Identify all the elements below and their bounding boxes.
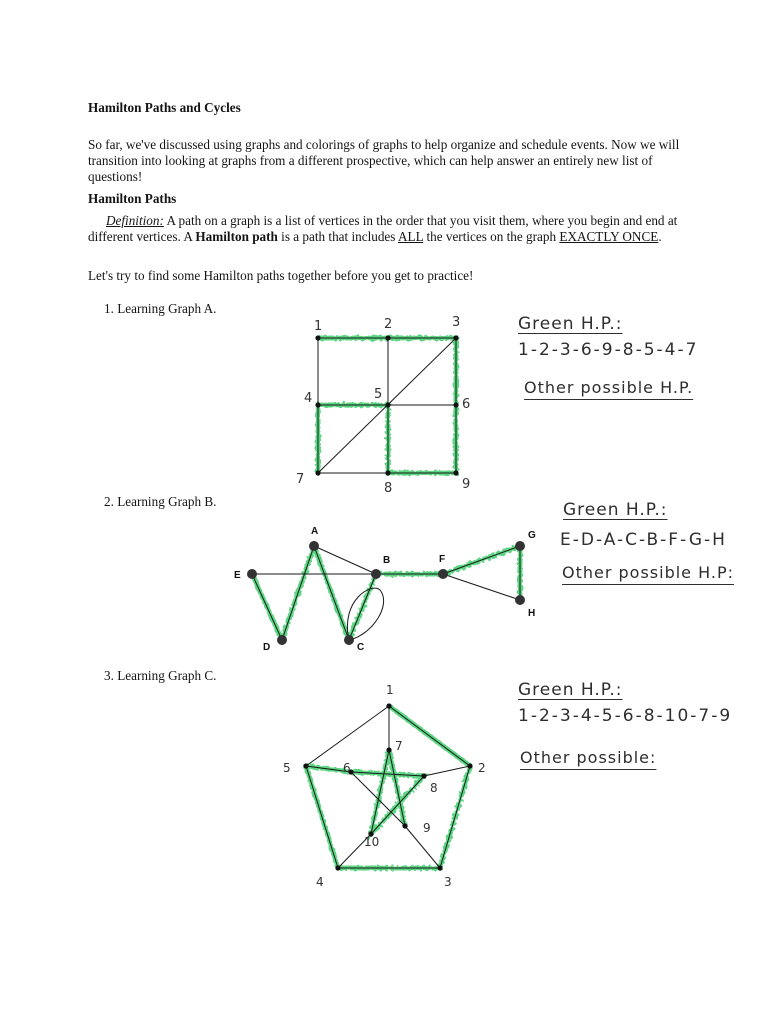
graph-a-label-7: 7 — [296, 472, 305, 487]
definition-term: Hamilton path — [195, 229, 278, 244]
vertex-c5 — [303, 763, 308, 768]
vertex-b-a — [309, 541, 319, 551]
graph-c — [283, 683, 486, 889]
problem-3-path: 1-2-3-4-5-6-8-10-7-9 — [518, 706, 733, 726]
graph-c-label-5: 5 — [283, 761, 291, 775]
vertex-c1 — [386, 703, 391, 708]
graph-b-label-h: H — [528, 608, 536, 619]
graph-a-label-5: 5 — [374, 387, 383, 402]
vertex-a6 — [453, 402, 458, 407]
problem-1-path: 1-2-3-6-9-8-5-4-7 — [518, 340, 699, 360]
page-title: Hamilton Paths and Cycles — [88, 100, 241, 115]
graph-c-label-6: 6 — [343, 761, 351, 775]
vertex-c9 — [402, 823, 407, 828]
vertex-b-h — [515, 595, 525, 605]
graph-b-label-f: F — [439, 554, 446, 565]
graph-a-label-4: 4 — [304, 391, 313, 406]
definition-text-3: the vertices on the graph — [423, 229, 560, 244]
instruction-text: Let's try to find some Hamilton paths together before you get to practice! — [88, 268, 474, 283]
problem-1-label: 1. Learning Graph A. — [104, 301, 217, 316]
vertex-b-g — [515, 541, 525, 551]
graph-a-label-8: 8 — [384, 481, 393, 496]
vertex-c3 — [437, 865, 442, 870]
section-heading: Hamilton Paths — [88, 191, 177, 206]
problem-3-green-label: Green H.P.: — [518, 680, 623, 700]
vertex-c2 — [467, 763, 472, 768]
definition-all: ALL — [398, 229, 424, 244]
graph-c-label-9: 9 — [423, 821, 431, 835]
definition-text-2: is a path that includes — [277, 229, 398, 244]
graph-c-label-8: 8 — [430, 781, 438, 795]
graph-a-label-1: 1 — [314, 319, 323, 334]
graph-c-label-2: 2 — [478, 761, 486, 775]
graph-b-label-c: C — [357, 642, 365, 653]
graph-b-label-d: D — [263, 642, 271, 653]
vertex-a4 — [315, 402, 320, 407]
vertex-a3 — [453, 335, 458, 340]
vertex-c4 — [335, 865, 340, 870]
definition-end: . — [658, 229, 662, 244]
definition-text-1: A path on a graph is a list of vertices in the order that you visit them, where you begin and end at different vertices. A — [88, 213, 678, 244]
graph-c-label-1: 1 — [386, 683, 394, 697]
vertex-a1 — [315, 335, 320, 340]
graph-c-label-4: 4 — [316, 875, 324, 889]
definition-exactly: EXACTLY ONCE — [559, 229, 659, 244]
graph-a-label-3: 3 — [452, 315, 461, 330]
problem-2-label: 2. Learning Graph B. — [104, 494, 217, 509]
graph-c-label-3: 3 — [444, 875, 452, 889]
problem-2-path: E-D-A-C-B-F-G-H — [560, 530, 727, 550]
vertex-b-e — [247, 569, 257, 579]
graph-a — [296, 315, 470, 496]
vertex-b-c — [344, 635, 354, 645]
graph-b-label-e: E — [234, 570, 241, 581]
graph-a-label-6: 6 — [462, 397, 471, 412]
problem-2-other-label: Other possible H.P: — [562, 563, 734, 582]
problem-1-other-label: Other possible H.P. — [524, 378, 694, 397]
vertex-a2 — [385, 335, 390, 340]
vertex-a5 — [385, 402, 390, 407]
graph-c-label-7: 7 — [395, 739, 403, 753]
vertex-a8 — [385, 470, 390, 475]
vertex-b-b — [371, 569, 381, 579]
vertex-c7 — [386, 747, 391, 752]
graph-b — [234, 526, 536, 653]
definition-label: Definition: — [106, 213, 164, 228]
vertex-b-d — [277, 635, 287, 645]
graph-a-label-9: 9 — [462, 477, 471, 492]
problem-2-green-label: Green H.P.: — [563, 500, 668, 520]
vertex-a9 — [453, 470, 458, 475]
problem-3-other-label: Other possible: — [520, 748, 657, 767]
graph-a-label-2: 2 — [384, 317, 393, 332]
graph-c-label-10: 10 — [364, 835, 380, 849]
graph-b-label-a: A — [311, 526, 319, 537]
graph-b-label-b: B — [383, 555, 391, 566]
problem-3-label: 3. Learning Graph C. — [104, 668, 217, 683]
vertex-b-f — [438, 569, 448, 579]
vertex-c8 — [421, 773, 426, 778]
graph-b-label-g: G — [528, 530, 536, 541]
problem-1-green-label: Green H.P.: — [518, 314, 623, 334]
intro-paragraph: So far, we've discussed using graphs and colorings of graphs to help organize and schedule events. Now we will transition into looking at graphs from a different prospective, which can help answer an entirely new list of questions! — [88, 137, 680, 184]
vertex-a7 — [315, 470, 320, 475]
